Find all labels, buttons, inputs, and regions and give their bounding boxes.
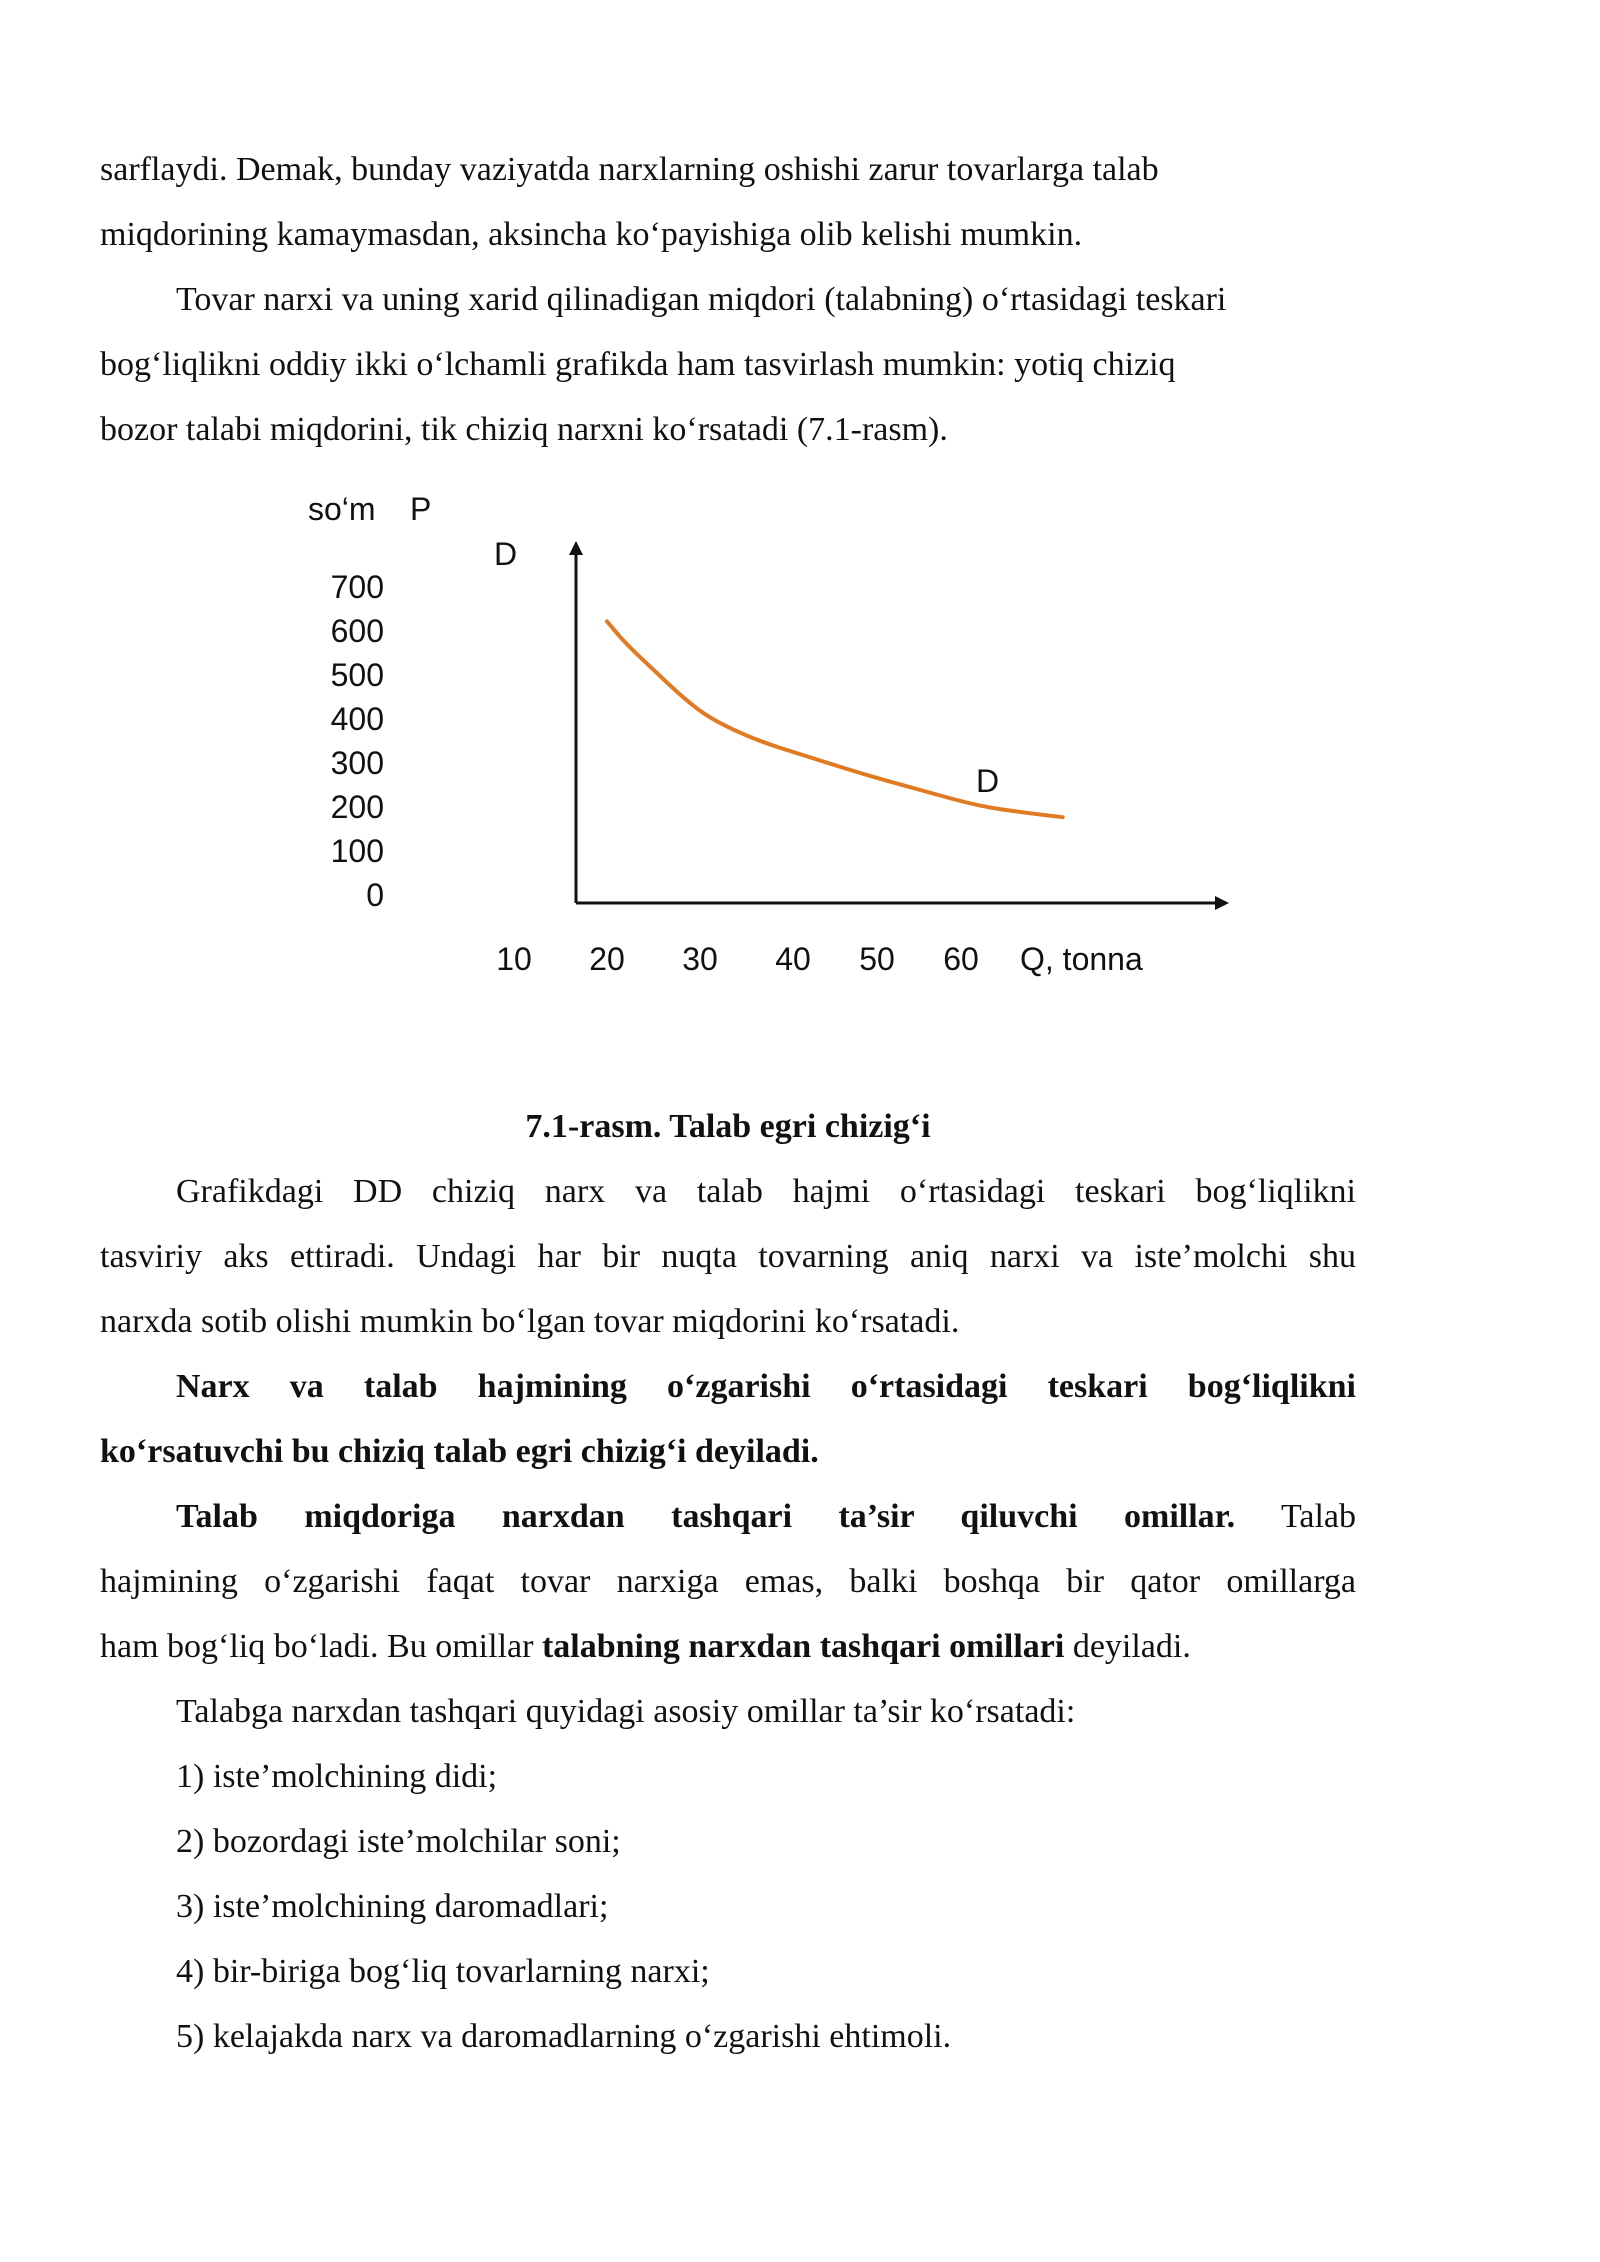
list-item: 3) iste’molchining daromadlari; [176,1888,609,1925]
inline-text: deyiladi. [1064,1628,1191,1665]
paragraph-line [100,1625,1356,1669]
curve-label-end: D [976,763,1000,799]
list-item: 1) iste’molchining didi; [176,1758,498,1795]
y-tick-label: 600 [330,613,384,649]
x-tick-label: 10 [496,941,532,977]
paragraph-line: narxda sotib olishi mumkin bo‘lgan tovar miqdorini ko‘rsatadi. [100,1303,960,1340]
y-tick-label: 200 [330,789,384,825]
y-tick-label: 0 [366,877,384,913]
y-tick-label: 400 [330,701,384,737]
demand-curve-chart [0,0,1600,1000]
x-tick-labels [496,941,979,977]
figure-caption: 7.1-rasm. Talab egri chizig‘i [525,1108,931,1145]
paragraph-line: sarflaydi. Demak, bunday vaziyatda narxlarning oshishi zarur tovarlarga talab [100,151,1159,188]
list-item: 2) bozordagi iste’molchilar soni; [176,1823,621,1860]
y-tick-label: 100 [330,833,384,869]
y-axis-label: P [410,491,432,527]
x-tick-label: 40 [775,941,811,977]
inline-text: ham bog‘liq bo‘ladi. Bu omillar [100,1628,542,1665]
y-tick-label: 700 [330,569,384,605]
x-tick-label: 30 [682,941,718,977]
paragraph-line: Tovar narxi va uning xarid qilinadigan miqdori (talabning) o‘rtasidagi teskari [176,281,1227,318]
x-axis-label: Q, tonna [1020,941,1143,977]
list-item: 4) bir-biriga bog‘liq tovarlarning narxi; [176,1953,710,1990]
x-tick-label: 60 [943,941,979,977]
y-tick-labels [331,569,384,913]
paragraph-line: tasviriy aks ettiradi. Undagi har bir nuqta tovarning aniq narxi va iste’molchi shu [100,1238,1356,1275]
y-tick-label: 500 [330,657,384,693]
bold-heading-inline: Talab miqdoriga narxdan tashqari ta’sir qiluvchi omillar. [176,1498,1236,1535]
paragraph-line-bold: ko‘rsatuvchi bu chiziq talab egri chizig‘i deyiladi. [100,1433,819,1470]
paragraph-line-bold: Narx va talab hajmining o‘zgarishi o‘rtasidagi teskari bog‘liqlikni [176,1368,1356,1405]
bold-term-inline: talabning narxdan tashqari omillari [541,1628,1065,1665]
paragraph-line: hajmining o‘zgarishi faqat tovar narxiga emas, balki boshqa bir qator omillarga [100,1563,1356,1600]
paragraph-line: Grafikdagi DD chiziq narx va talab hajmi o‘rtasidagi teskari bog‘liqlikni [176,1173,1356,1210]
paragraph-line: miqdorining kamaymasdan, aksincha ko‘payishiga olib kelishi mumkin. [100,216,1083,253]
x-tick-label: 20 [589,941,625,977]
paragraph-line: bozor talabi miqdorini, tik chiziq narxni ko‘rsatadi (7.1-rasm). [100,411,948,448]
inline-text: Talab [1235,1498,1356,1535]
curve-label-top: D [494,536,518,572]
paragraph-line: Talabga narxdan tashqari quyidagi asosiy omillar ta’sir ko‘rsatadi: [176,1693,1076,1730]
y-axis-unit-label: so‘m [308,491,376,527]
list-item: 5) kelajakda narx va daromadlarning o‘zgarishi ehtimoli. [176,2018,952,2055]
paragraph-line: bog‘liqlikni oddiy ikki o‘lchamli grafikda ham tasvirlash mumkin: yotiq chiziq [100,346,1176,383]
y-tick-label: 300 [330,745,384,781]
paragraph-line [176,1495,1356,1539]
x-tick-label: 50 [859,941,895,977]
